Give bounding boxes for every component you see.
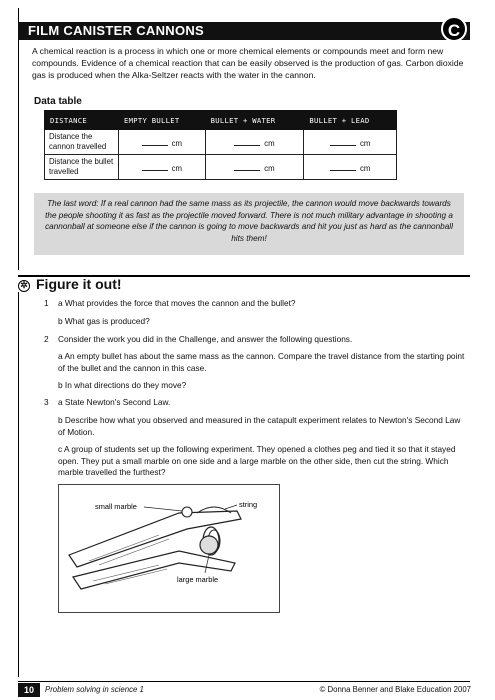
question-3b: b Describe how what you observed and measured in the catapult experiment relates to Newton's Second Law of Motion. [58,415,461,437]
page-number: 10 [18,683,40,697]
question-number: 1 [44,298,49,308]
question-1b: b What gas is produced? [58,316,150,326]
data-table-heading: Data table [34,96,82,107]
answer-blank[interactable] [234,137,260,146]
row-label: Distance the bullet travelled [45,155,119,180]
margin-rule [18,292,19,677]
table-cell: cm [119,155,206,180]
table-header-row [45,111,397,130]
question-2b: b In what directions do they move? [58,380,187,390]
answer-blank[interactable] [234,162,260,171]
answer-blank[interactable] [330,162,356,171]
answer-blank[interactable] [330,137,356,146]
table-cell: cm [205,130,304,155]
table-row [45,155,397,180]
section-title: Figure it out! [36,276,122,292]
question-3c: c A group of students set up the following experiment. They opened a clothes peg and tied it so that it stayed open. They put a small marble on one side and a large marble on the other side, then cut the string. Which marble travelled the furthest? [58,444,456,477]
answer-blank[interactable] [142,162,168,171]
table-row [45,130,397,155]
margin-rule [18,8,19,270]
gear-icon: ✲ [18,280,30,292]
page-title: FILM CANISTER CANNONS [28,23,205,38]
copyright: © Donna Benner and Blake Education 2007 [319,685,471,694]
row-label: Distance the cannon travelled [45,130,119,155]
question-number: 2 [44,334,49,344]
question-2: Consider the work you did in the Challenge, and answer the following questions. [58,334,353,344]
column-header: DISTANCE [45,111,119,130]
footer-rule [18,681,470,682]
title-bar [18,22,470,40]
last-word-box [34,193,464,255]
column-header: BULLET + WATER [205,111,304,130]
table-cell: cm [304,130,397,155]
question-2a: a An empty bullet has about the same mass as the cannon. Compare the travel distance from the starting point of the bullet and the cannon in this case. [58,351,465,373]
table-cell: cm [205,155,304,180]
label-large-marble: large marble [177,575,219,584]
challenge-badge: C [441,16,467,42]
label-string: string [239,500,258,509]
intro-paragraph: A chemical reaction is a process in which one or more chemical elements or compounds meet and form new compounds. Evidence of a chemical reaction that can be easily observed is the production of gas. Carbon dioxide gas is produced when the Alka-Seltzer reacts with the water in the cannon. [32,46,464,80]
label-small-marble: small marble [95,502,137,511]
column-header: EMPTY BULLET [119,111,206,130]
data-table [44,110,397,180]
answer-blank[interactable] [142,137,168,146]
question-1a: a What provides the force that moves the cannon and the bullet? [58,298,296,308]
last-word-text: The last word: If a real cannon had the same mass as its projectile, the cannon would move backwards towards the people shooting it as fast as the projectile moved forward. There is not much military advantage in shooting a cannonball at someone else if the cannon is going to move backwards and hit you just as hard as the cannonball hits them! [45,199,453,243]
book-title: Problem solving in science 1 [45,685,144,694]
table-cell: cm [304,155,397,180]
clothes-peg-diagram [58,484,280,613]
question-number: 3 [44,397,49,407]
question-3a: a State Newton's Second Law. [58,397,171,407]
column-header: BULLET + LEAD [304,111,397,130]
table-cell: cm [119,130,206,155]
clothes-peg-illustration [59,485,279,612]
